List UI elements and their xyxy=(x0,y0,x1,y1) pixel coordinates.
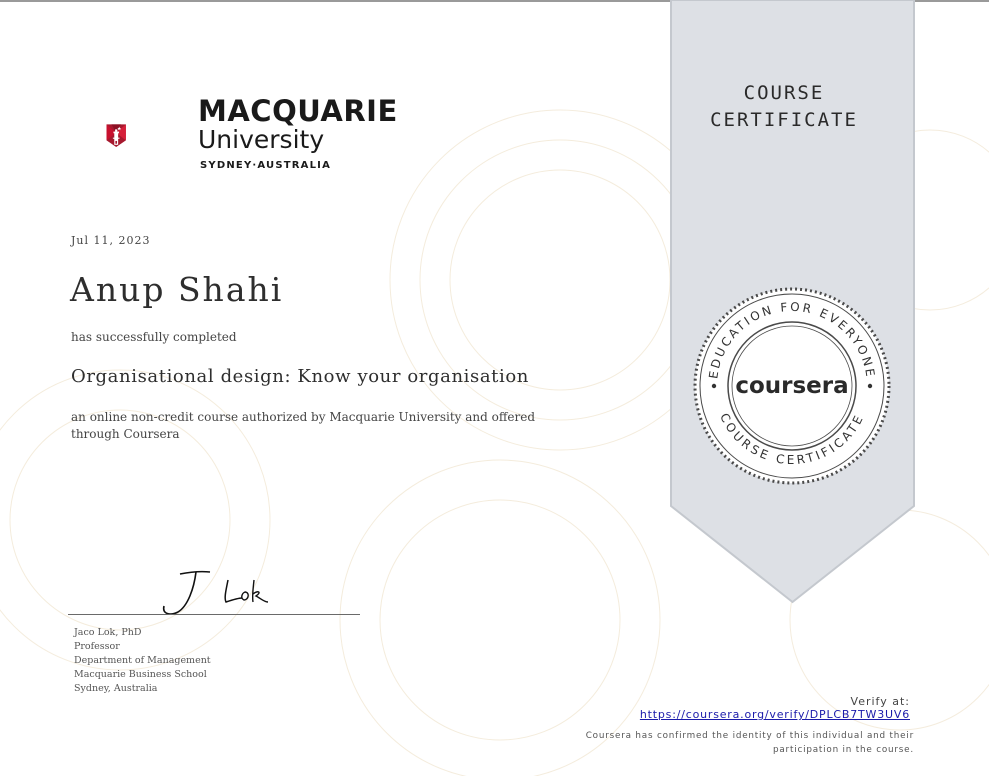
signatory-block xyxy=(74,626,211,696)
verify-note: Coursera has confirmed the identity of this individual and their participation in the course. xyxy=(585,731,914,755)
seal-bottom-arc-text: COURSE CERTIFICATE xyxy=(717,410,867,468)
verify-label: Verify at: xyxy=(850,695,910,708)
signatory-name: Jaco Lok, PhD xyxy=(74,627,142,638)
verify-link[interactable]: https://coursera.org/verify/DPLCB7TW3UV6 xyxy=(639,708,910,721)
completed-text: has successfully completed xyxy=(71,330,237,344)
ribbon-title-line2: CERTIFICATE xyxy=(710,109,858,131)
logo-wordmark-university: University xyxy=(198,125,325,154)
logo-wordmark-macquarie: MACQUARIE xyxy=(198,94,398,128)
signatory-title: Professor xyxy=(74,641,120,652)
recipient-name: Anup Shahi xyxy=(70,270,284,309)
signatory-school: Macquarie Business School xyxy=(74,669,207,680)
ribbon-title xyxy=(668,80,900,134)
coursera-seal xyxy=(692,286,892,486)
logo-wordmark-location: SYDNEY·AUSTRALIA xyxy=(200,160,332,171)
signature-line xyxy=(68,614,360,615)
certificate-date: Jul 11, 2023 xyxy=(71,234,151,247)
signatory-location: Sydney, Australia xyxy=(74,683,158,694)
course-title: Organisational design: Know your organisation xyxy=(71,366,529,387)
seal-top-arc-text: EDUCATION FOR EVERYONE xyxy=(706,299,878,380)
course-description: an online non-credit course authorized by Macquarie University and offered through Coursera xyxy=(71,410,536,441)
ribbon-title-line1: COURSE xyxy=(743,82,825,104)
macquarie-logo xyxy=(106,94,186,178)
signatory-department: Department of Management xyxy=(74,655,211,666)
seal-brand: coursera xyxy=(735,373,849,399)
